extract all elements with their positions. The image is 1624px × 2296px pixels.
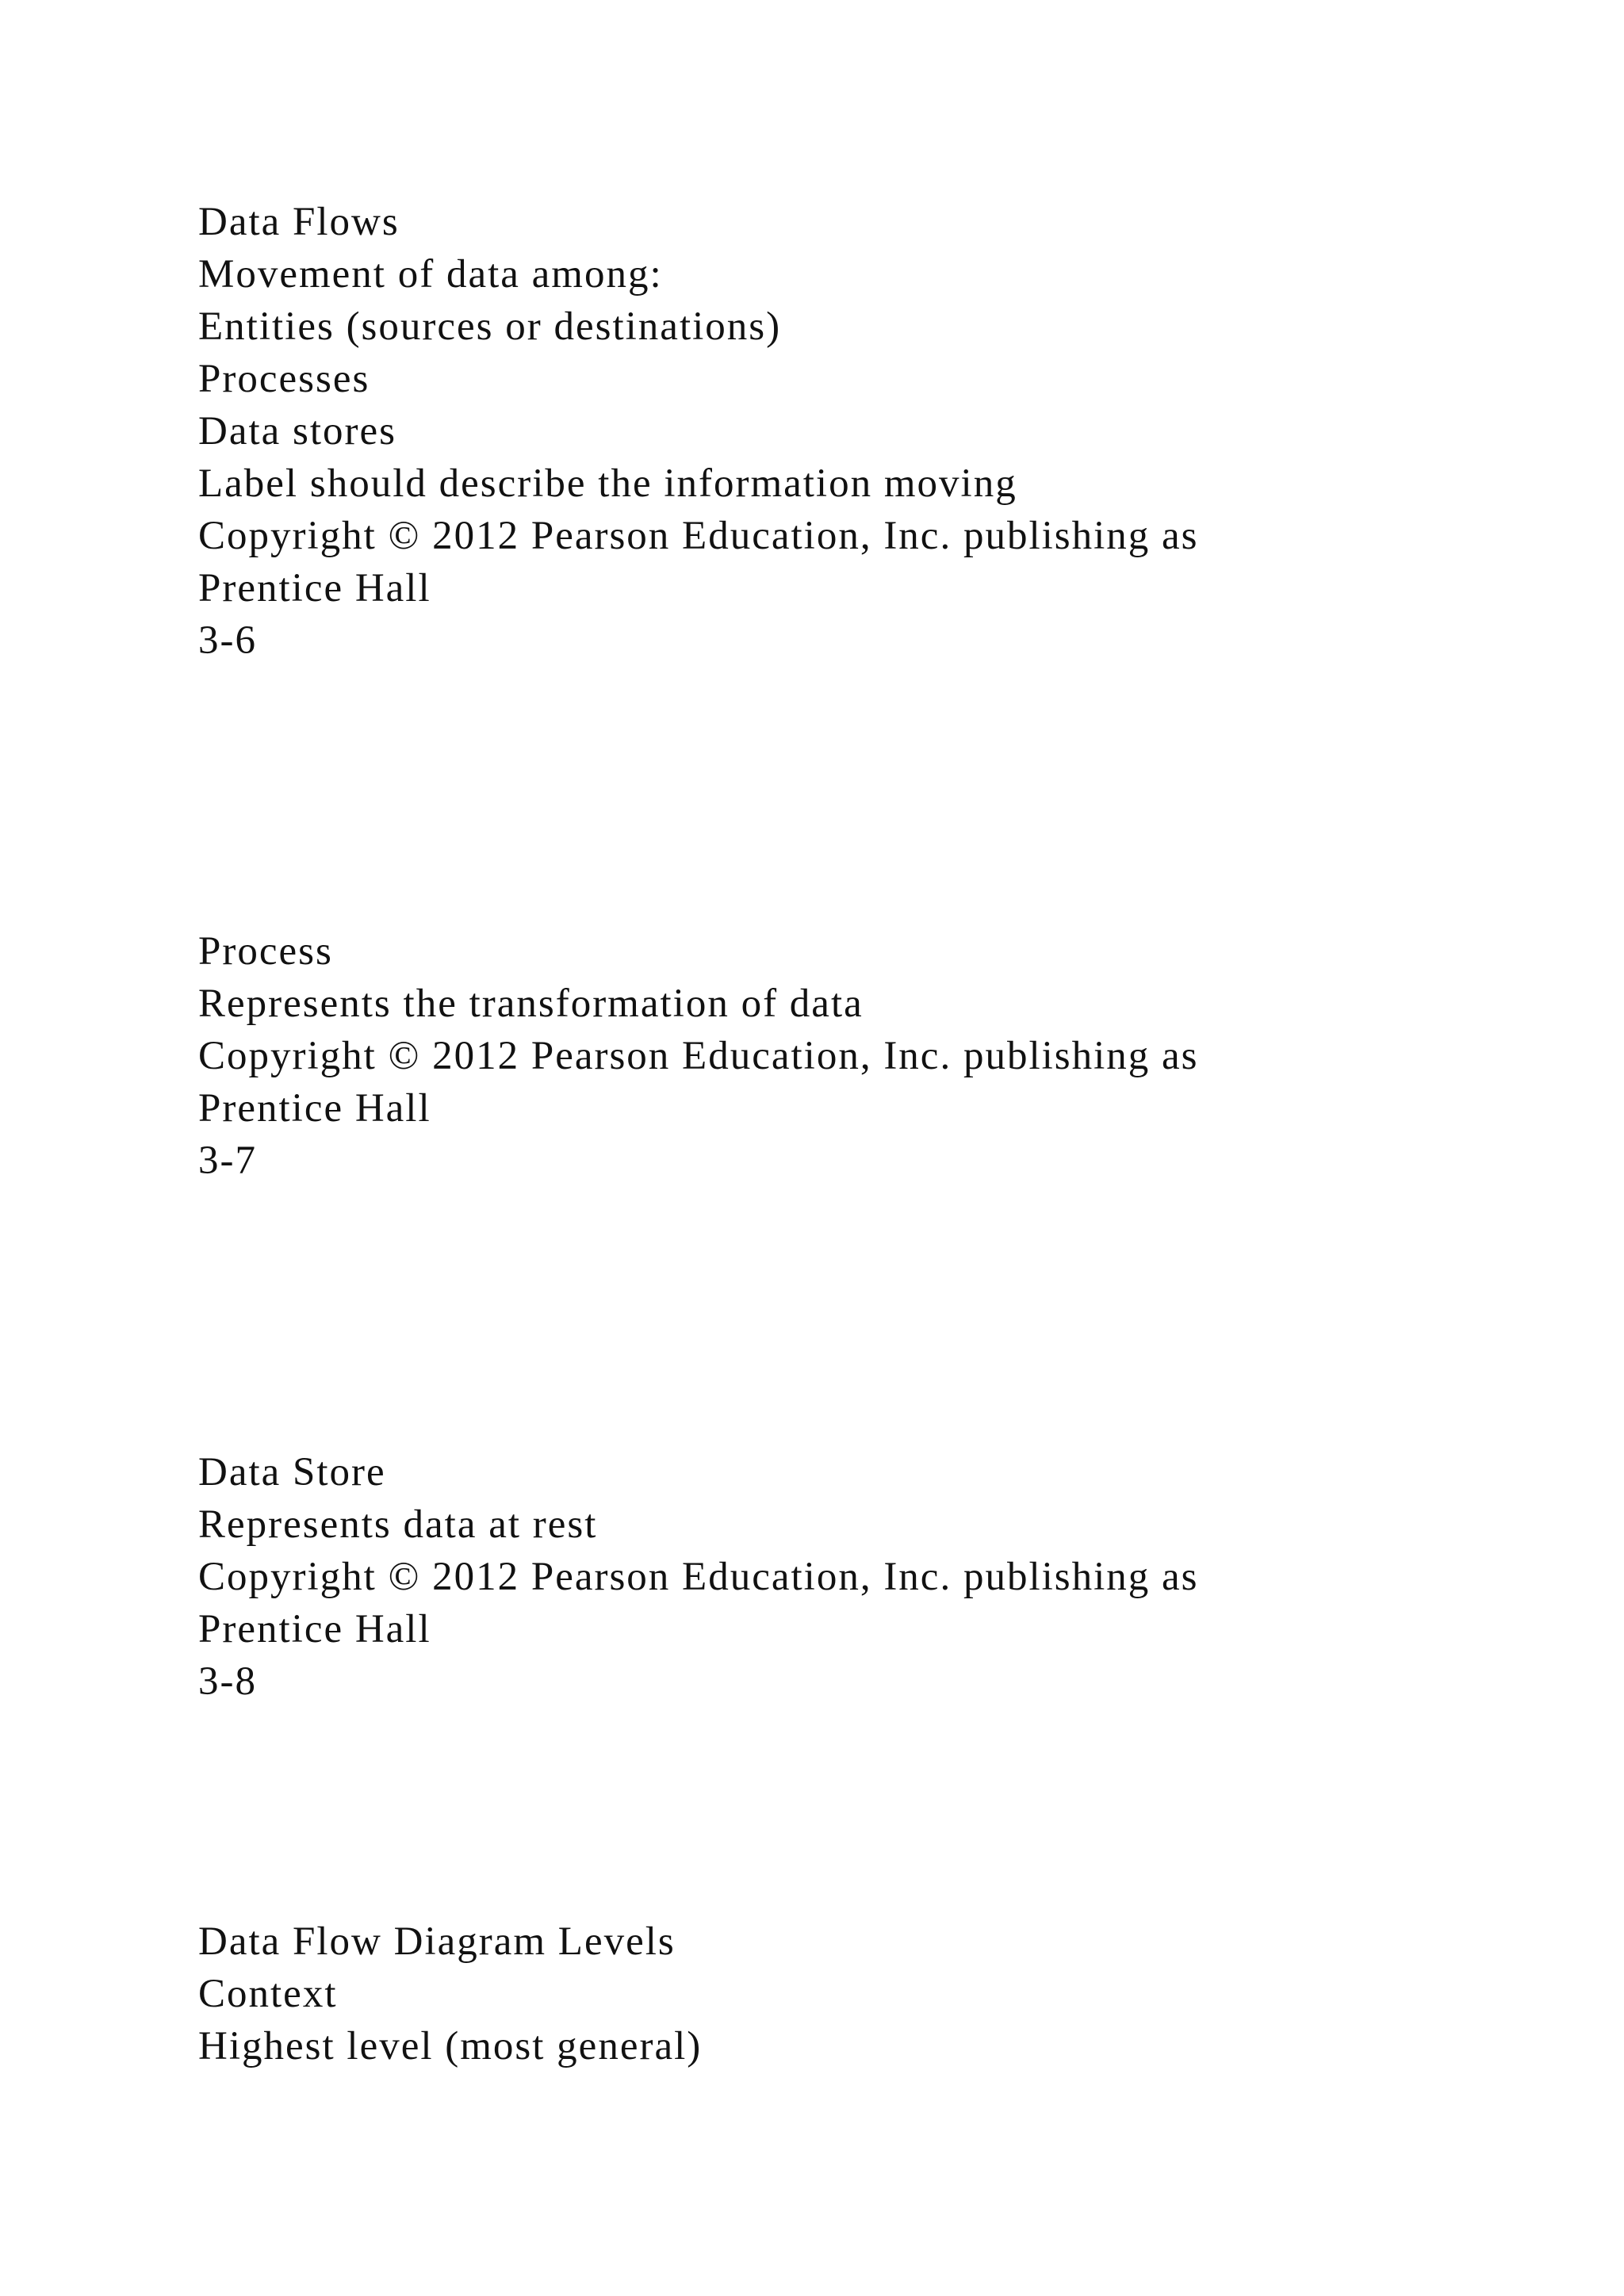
text-line: Entities (sources or destinations)	[198, 304, 782, 349]
slide-block-process	[198, 925, 1546, 1187]
text-line: Represents data at rest	[198, 1502, 598, 1547]
copyright-line: Copyright © 2012 Pearson Education, Inc. publishing as	[198, 1555, 1199, 1599]
text-line: Context	[198, 1972, 338, 2016]
slide-title: Data Flow Diagram Levels	[198, 1919, 676, 1964]
copyright-line: Prentice Hall	[198, 1607, 431, 1651]
text-line: Data stores	[198, 409, 397, 453]
text-line: Label should describe the information moving	[198, 461, 1017, 506]
text-line: Movement of data among:	[198, 252, 663, 297]
copyright-line: Prentice Hall	[198, 1086, 431, 1131]
slide-block-data-store	[198, 1446, 1546, 1708]
slide-number: 3-7	[198, 1138, 257, 1183]
slide-number: 3-6	[198, 618, 257, 663]
slide-title: Process	[198, 929, 333, 974]
copyright-line: Copyright © 2012 Pearson Education, Inc. publishing as	[198, 1034, 1199, 1078]
text-line: Represents the transformation of data	[198, 982, 864, 1026]
slide-title: Data Store	[198, 1450, 386, 1494]
text-line: Highest level (most general)	[198, 2024, 703, 2068]
copyright-line: Prentice Hall	[198, 566, 431, 610]
text-line: Processes	[198, 357, 370, 401]
slide-title: Data Flows	[198, 200, 400, 244]
slide-block-data-flows	[198, 196, 1546, 667]
copyright-line: Copyright © 2012 Pearson Education, Inc. publishing as	[198, 514, 1199, 558]
slide-number: 3-8	[198, 1659, 257, 1704]
slide-block-dfd-levels	[198, 1915, 1546, 2072]
